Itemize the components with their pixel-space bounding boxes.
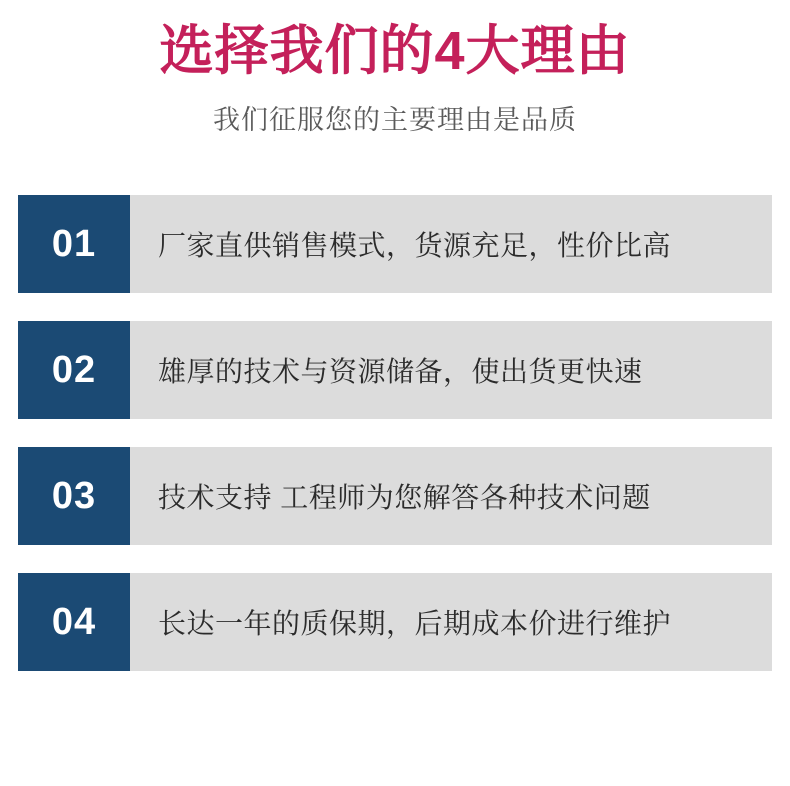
- page-header: [0, 0, 790, 137]
- reason-number-badge: 04: [18, 573, 130, 671]
- reason-text: 雄厚的技术与资源储备，使出货更快速: [158, 356, 643, 388]
- reason-number-badge: 01: [18, 195, 130, 293]
- reasons-list: [0, 195, 790, 671]
- list-item: [18, 195, 772, 293]
- reason-number-badge: 02: [18, 321, 130, 419]
- reason-text: 厂家直供销售模式，货源充足，性价比高: [158, 230, 672, 262]
- reason-text: 长达一年的质保期，后期成本价进行维护: [158, 608, 672, 640]
- page-title: 选择我们的4大理由: [159, 21, 631, 81]
- reason-number-badge: 03: [18, 447, 130, 545]
- page-subtitle: 我们征服您的主要理由是品质: [213, 105, 577, 136]
- list-item: [18, 447, 772, 545]
- list-item: [18, 321, 772, 419]
- reason-text: 技术支持 工程师为您解答各种技术问题: [158, 482, 651, 514]
- list-item: [18, 573, 772, 671]
